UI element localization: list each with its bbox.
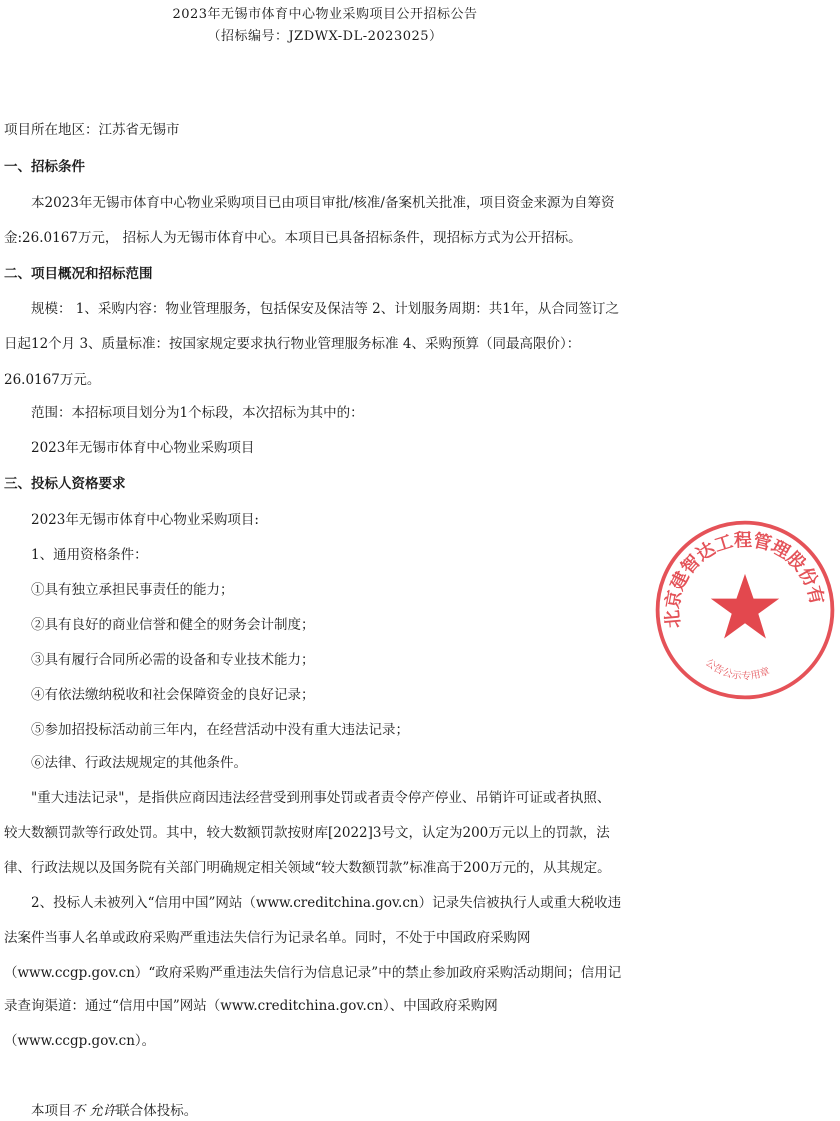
consortium-suffix: 联合体投标。 <box>116 1103 198 1119</box>
list-item: ⑥法律、行政法规规定的其他条件。 <box>31 755 247 771</box>
paragraph-line: 较大数额罚款等行政处罚。其中，较大数额罚款按财库[2022]3号文，认定为200万元以上的罚款，法 <box>4 825 610 841</box>
consortium-prefix: 本项目 <box>31 1103 72 1119</box>
document-title: 2023年无锡市体育中心物业采购项目公开招标公告 <box>172 7 478 22</box>
paragraph-line: "重大违法记录"，是指供应商因违法经营受到刑事处罚或者责令停产停业、吊销许可证或者执照、 <box>31 790 611 806</box>
official-seal-stamp <box>650 515 840 705</box>
seal-inner-text: 公告公示专用章 <box>703 657 772 683</box>
list-item: ⑤参加招投标活动前三年内，在经营活动中没有重大违法记录； <box>31 722 409 738</box>
consortium-statement <box>31 1102 197 1120</box>
list-item: ①具有独立承担民事责任的能力； <box>31 582 234 598</box>
paragraph-line: 录查询渠道：通过“信用中国”网站（www.creditchina.gov.cn）、中国政府采购网 <box>4 998 498 1014</box>
paragraph-line: 范围：本招标项目划分为1个标段，本次招标为其中的： <box>31 405 364 421</box>
paragraph-line: 2、投标人未被列入“信用中国”网站（www.creditchina.gov.cn）记录失信被执行人或重大税收违 <box>31 895 622 911</box>
section-heading-bidding-conditions: 一、招标条件 <box>4 159 85 175</box>
paragraph-line: 2023年无锡市体育中心物业采购项目 <box>31 440 255 456</box>
list-item: ③具有履行合同所必需的设备和专业技术能力； <box>31 652 315 668</box>
bid-number: （招标编号：JZDWX-DL-2023025） <box>207 29 443 44</box>
paragraph-line: 规模： 1、采购内容：物业管理服务，包括保安及保洁等 2、计划服务周期：共1年，从合同签订之 <box>31 301 619 317</box>
consortium-emphasis: 不 允许 <box>71 1103 117 1119</box>
paragraph-line: 2023年无锡市体育中心物业采购项目: <box>31 512 259 528</box>
paragraph-line: 1、通用资格条件： <box>31 547 148 563</box>
paragraph-line: 律、行政法规以及国务院有关部门明确规定相关领域“较大数额罚款”标准高于200万元的，从其规定。 <box>4 860 611 876</box>
list-item: ②具有良好的商业信誉和健全的财务会计制度； <box>31 617 315 633</box>
section-heading-bidder-qualifications: 三、投标人资格要求 <box>4 476 126 492</box>
list-item: ④有依法缴纳税收和社会保障资金的良好记录； <box>31 687 315 703</box>
paragraph-line: （www.ccgp.gov.cn）“政府采购严重违法失信行为信息记录”中的禁止参加政府采购活动期间；信用记 <box>4 965 622 981</box>
paragraph-line: 26.0167万元。 <box>4 372 101 388</box>
project-region: 项目所在地区：江苏省无锡市 <box>4 122 180 138</box>
seal-outer-text: 北京建智达工程管理股份有 <box>662 529 828 629</box>
seal-star-icon <box>711 574 779 639</box>
paragraph-line: 日起12个月 3、质量标准：按国家规定要求执行物业管理服务标准 4、采购预算（同最高限价）： <box>4 336 581 352</box>
paragraph-line: （www.ccgp.gov.cn）。 <box>4 1033 156 1049</box>
section-heading-project-overview: 二、项目概况和招标范围 <box>4 266 153 282</box>
paragraph-line: 法案件当事人名单或政府采购严重违法失信行为记录名单。同时，不处于中国政府采购网 <box>4 930 531 946</box>
paragraph-line: 金:26.0167万元， 招标人为无锡市体育中心。本项目已具备招标条件，现招标方式为公开招标。 <box>4 230 582 246</box>
paragraph-line: 本2023年无锡市体育中心物业采购项目已由项目审批/核准/备案机关批准，项目资金来源为自筹资 <box>31 195 615 211</box>
